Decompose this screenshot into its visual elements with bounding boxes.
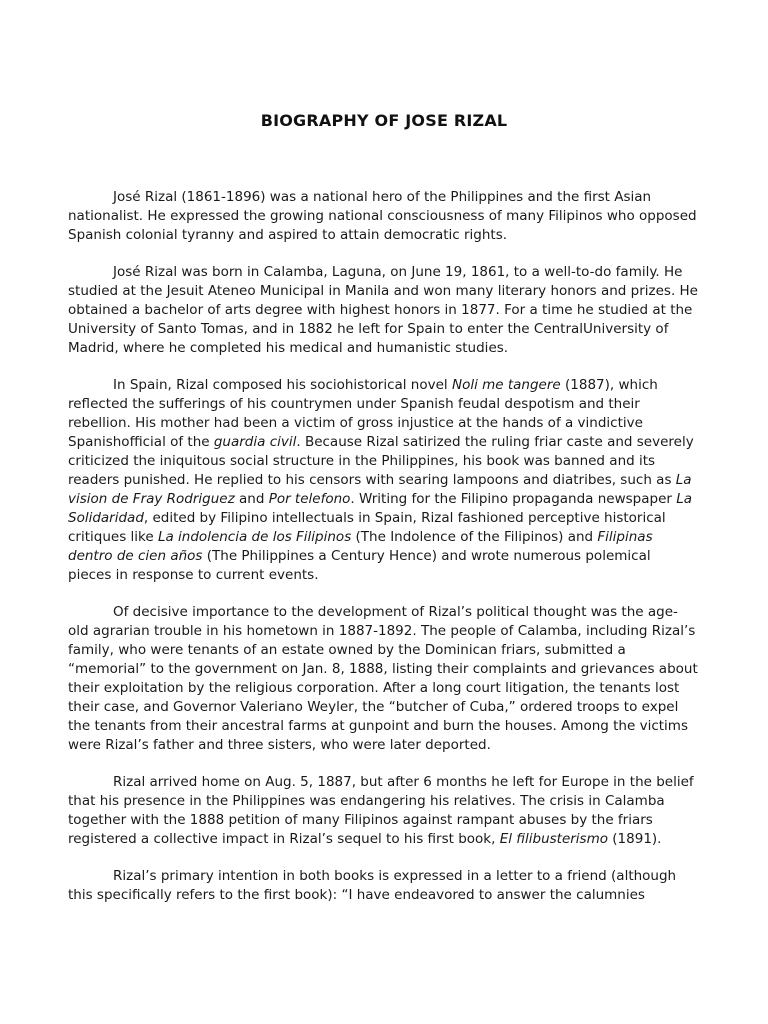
text-run: In Spain, Rizal composed his sociohistorical novel	[113, 377, 452, 393]
document-title: BIOGRAPHY OF JOSE RIZAL	[260, 111, 508, 130]
text-run: Of decisive importance to the development of Rizal’s political thought was the age-old agrarian trouble in his hometown in 1887-1892. The people of Calamba, including Rizal’s family, who were tenants of an estate owned by the Dominican friars, submitted a “memorial” to the government on Jan. 8, 1888, listing their complaints and grievances about their exploitation by the religious corporation. After a long court litigation, the tenants lost their case, and Governor Valeriano Weyler, the “butcher of Cuba,” ordered troops to expel the tenants from their ancestral farms at gunpoint and burn the houses. Among the victims were Rizal’s father and three sisters, who were later deported.	[68, 604, 698, 753]
italic-text-run: guardia civil	[213, 434, 297, 450]
paragraph	[68, 188, 698, 245]
document-body	[68, 188, 698, 923]
text-run: (1887), which reflected the sufferings of his countrymen under Spanish feudal despotism and their rebellion. His mother had been a victim of gross injustice at the hands of a vindictive Spanishofficial of the	[68, 377, 658, 450]
text-run: José Rizal (1861-1896) was a national hero of the Philippines and the first Asian nationalist. He expressed the growing national consciousness of many Filipinos who opposed Spanish colonial tyranny and aspired to attain democratic rights.	[68, 189, 697, 243]
paragraph	[68, 603, 698, 755]
text-run: and	[234, 491, 269, 507]
text-run: . Because Rizal satirized the ruling friar caste and severely criticized the iniquitous social structure in the Philippines, his book was banned and its readers punished. He replied to his censors with searing lampoons and diatribes, such as	[68, 434, 694, 488]
text-run: Rizal’s primary intention in both books is expressed in a letter to a friend (although this specifically refers to the first book): “I have endeavored to answer the calumnies	[68, 868, 677, 903]
text-run: (The Philippines a Century Hence) and wrote numerous polemical pieces in response to current events.	[68, 548, 651, 583]
text-run: José Rizal was born in Calamba, Laguna, on June 19, 1861, to a well-to-do family. He studied at the Jesuit Ateneo Municipal in Manila and won many literary honors and prizes. He obtained a bachelor of arts degree with highest honors in 1877. For a time he studied at the University of Santo Tomas, and in 1882 he left for Spain to enter the CentralUniversity of Madrid, where he completed his medical and humanistic studies.	[68, 264, 698, 356]
text-run: (1891).	[608, 831, 662, 847]
italic-text-run: La indolencia de los Filipinos	[157, 529, 352, 545]
italic-text-run: La Solidaridad	[68, 491, 693, 526]
italic-text-run: Por telefono	[268, 491, 351, 507]
paragraph	[68, 263, 698, 358]
text-run: Rizal arrived home on Aug. 5, 1887, but after 6 months he left for Europe in the belief that his presence in the Philippines was endangering his relatives. The crisis in Calamba together with the 1888 petition of many Filipinos against rampant abuses by the friars registered a collective impact in Rizal’s sequel to his first book,	[68, 774, 694, 847]
italic-text-run: La vision de Fray Rodriguez	[68, 472, 692, 507]
text-run: (The Indolence of the Filipinos) and	[351, 529, 598, 545]
italic-text-run: Filipinas dentro de cien años	[68, 529, 653, 564]
italic-text-run: El filibusterismo	[499, 831, 608, 847]
italic-text-run: Noli me tangere	[451, 377, 561, 393]
paragraph	[68, 376, 698, 585]
text-run: . Writing for the Filipino propaganda newspaper	[350, 491, 677, 507]
paragraph	[68, 773, 698, 849]
text-run: , edited by Filipino intellectuals in Spain, Rizal fashioned perceptive historical critiques like	[68, 510, 666, 545]
paragraph	[68, 867, 698, 905]
